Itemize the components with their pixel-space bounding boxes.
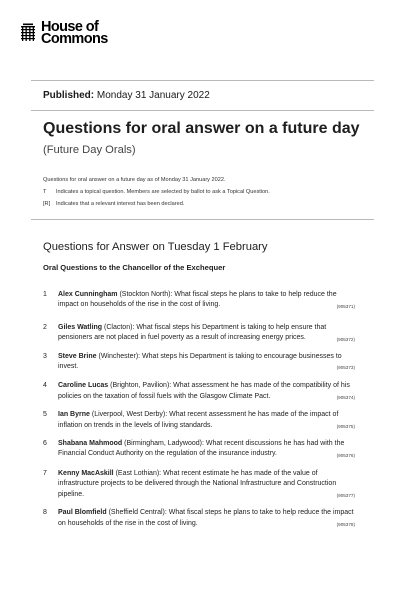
- question-reference: (905376): [336, 452, 355, 458]
- question-number: 8: [43, 509, 47, 517]
- question-text: [58, 290, 355, 311]
- question-text: [58, 323, 355, 344]
- section-heading: Questions for Answer on Tuesday 1 February: [43, 241, 268, 253]
- published-line: [43, 90, 210, 101]
- published-date: Monday 31 January 2022: [96, 90, 210, 101]
- questions-list: [43, 282, 355, 529]
- question-item: [43, 439, 355, 460]
- question-reference: (905377): [336, 493, 355, 499]
- question-text: [58, 410, 355, 431]
- portcullis-icon: [20, 23, 36, 43]
- question-reference: (905374): [336, 395, 355, 401]
- member-name: Caroline Lucas: [58, 382, 109, 390]
- member-constituency: (Sheffield Central):: [108, 509, 167, 517]
- member-constituency: (Birmingham, Ladywood):: [124, 440, 204, 448]
- legend-text: Indicates a topical question. Members are selected by ballot to ask a Topical Question.: [56, 189, 270, 195]
- published-label: Published:: [43, 90, 95, 101]
- question-number: 3: [43, 352, 47, 360]
- question-reference: (905373): [336, 365, 355, 371]
- house-of-commons-logo: [20, 21, 108, 45]
- page-title: Questions for oral answer on a future day: [43, 120, 360, 137]
- question-number: 6: [43, 440, 47, 448]
- question-number: 5: [43, 411, 47, 419]
- question-body: What recent discussions he has had with the Financial Conduct Authority on the regulation of the insurance industry.: [58, 440, 345, 458]
- question-number: 4: [43, 382, 47, 390]
- question-text: [58, 469, 355, 500]
- question-text: [58, 381, 355, 402]
- question-body: What fiscal steps he plans to take to help reduce the impact on households of the rise in the cost of living.: [58, 291, 337, 309]
- member-name: Shabana Mahmood: [58, 440, 123, 448]
- legend-text: Indicates that a relevant interest has been declared.: [56, 201, 185, 207]
- top-divider: [31, 80, 374, 81]
- member-constituency: (Liverpool, West Derby):: [91, 411, 168, 419]
- question-number: 1: [43, 291, 47, 298]
- question-item: [43, 410, 355, 431]
- question-text: [58, 352, 355, 373]
- question-body: What fiscal steps his Department is taking to help ensure that pensioners are not placed in fuel poverty as a result of increasing energy prices.: [58, 323, 327, 342]
- member-name: Kenny MacAskill: [58, 469, 114, 477]
- member-name: Ian Byrne: [58, 411, 90, 419]
- question-reference: (905372): [336, 336, 355, 342]
- page-subtitle: (Future Day Orals): [43, 144, 136, 156]
- question-item: [43, 508, 355, 529]
- question-number: 2: [43, 323, 47, 331]
- intro-text: Questions for oral answer on a future day as of Monday 31 January 2022.: [43, 177, 226, 183]
- question-reference: (905378): [336, 521, 355, 527]
- member-name: Alex Cunningham: [58, 291, 118, 298]
- member-constituency: (East Lothian):: [115, 469, 162, 477]
- question-text: [58, 508, 355, 529]
- legend-interest: [43, 198, 270, 210]
- question-body: What fiscal steps he plans to take to help reduce the impact on households of the rise in the cost of living.: [58, 509, 354, 527]
- logo-line-2: Commons: [41, 31, 108, 47]
- member-name: Steve Brine: [58, 352, 97, 360]
- question-item: [43, 381, 355, 402]
- member-constituency: (Winchester):: [98, 352, 141, 360]
- question-item: [43, 290, 355, 311]
- legend-symbol: [R]: [43, 201, 51, 207]
- question-item: [43, 323, 355, 344]
- intro-divider: [31, 219, 374, 220]
- question-item: [43, 352, 355, 373]
- intro-block: [43, 174, 270, 210]
- question-body: What recent estimate he has made of the value of infrastructure projects to be delivered through the National Infrastructure and Construction pipeline.: [58, 469, 337, 498]
- question-body: What assessment he has made of the compatibility of his policies on the taxation of fossil fuels with the Glasgow Climate Pact.: [58, 382, 350, 400]
- question-number: 7: [43, 469, 47, 477]
- member-name: Paul Blomfield: [58, 509, 107, 517]
- member-constituency: (Brighton, Pavilion):: [110, 382, 172, 390]
- question-body: What recent assessment he has made of the impact of inflation on trends in the levels of living standards.: [58, 411, 339, 429]
- member-constituency: (Stockton North):: [119, 291, 173, 298]
- member-name: Giles Watling: [58, 323, 103, 331]
- published-divider: [31, 110, 374, 111]
- question-item: [43, 469, 355, 500]
- legend-symbol: T: [43, 189, 47, 195]
- question-reference: (905371): [336, 303, 355, 309]
- member-constituency: (Clacton):: [104, 323, 135, 331]
- question-reference: (905375): [336, 424, 355, 430]
- legend-topical: [43, 186, 270, 198]
- question-body: What steps his Department is taking to encourage businesses to invest.: [58, 352, 342, 371]
- logo-line-1: House of: [41, 19, 99, 35]
- question-text: [58, 439, 355, 460]
- department-heading: Oral Questions to the Chancellor of the Exchequer: [43, 263, 226, 272]
